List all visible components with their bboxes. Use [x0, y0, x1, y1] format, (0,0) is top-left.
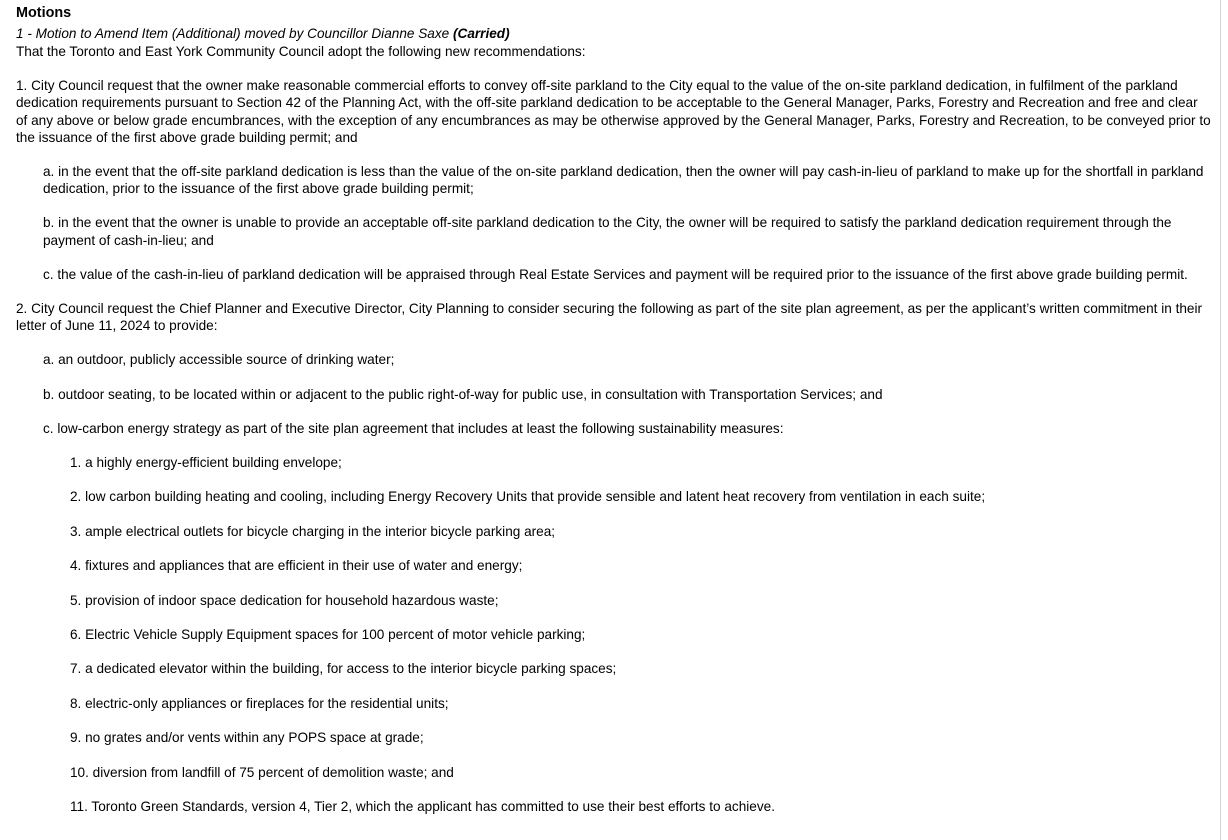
motion-intro: That the Toronto and East York Community Council adopt the following new recommendations: — [16, 44, 586, 59]
motions-document — [16, 4, 1211, 832]
section-title: Motions — [16, 5, 72, 21]
motion-title: 1 - Motion to Amend Item (Additional) moved by Councillor Dianne Saxe — [16, 26, 450, 41]
sustainability-measure-11: 11. Toronto Green Standards, version 4, Tier 2, which the applicant has committed to use their best efforts to achieve. — [70, 798, 775, 814]
sustainability-measure-2: 2. low carbon building heating and cooling, including Energy Recovery Units that provide sensible and latent heat recovery from ventilation in each suite; — [70, 489, 986, 505]
recommendation-2-item-a: a. an outdoor, publicly accessible source of drinking water; — [43, 352, 395, 368]
motion-status: (Carried) — [452, 26, 510, 41]
recommendation-2-item-c: c. low-carbon energy strategy as part of the site plan agreement that includes at least the following sustainability measures: — [43, 420, 784, 436]
recommendation-2-item-b: b. outdoor seating, to be located within or adjacent to the public right-of-way for public use, in consultation with Transportation Services; and — [43, 386, 883, 402]
sustainability-measure-6: 6. Electric Vehicle Supply Equipment spaces for 100 percent of motor vehicle parking; — [70, 627, 586, 642]
recommendation-1: 1. City Council request that the owner make reasonable commercial efforts to convey off-site parkland to the City equal to the value of the on-site parkland dedication, in fulfilment of the parkland dedication requirements pursuant to Section 42 of the Planning Act, with the off-site parkland dedication to be acceptable to the General Manager, Parks, Forestry and Recreation and free and clear of any above or below grade encumbrances, with the exception of any encumbrances as may be otherwise approved by the General Manager, Parks, Forestry and Recreation, to be conveyed prior to the issuance of the first above grade building permit; and — [16, 78, 1211, 145]
sustainability-measure-4: 4. fixtures and appliances that are efficient in their use of water and energy; — [70, 558, 523, 574]
sustainability-measure-7: 7. a dedicated elevator within the building, for access to the interior bicycle parking spaces; — [70, 661, 617, 677]
sustainability-measure-3: 3. ample electrical outlets for bicycle charging in the interior bicycle parking area; — [70, 523, 556, 539]
recommendation-1-item-b: b. in the event that the owner is unable to provide an acceptable off-site parkland dedication to the City, the owner will be required to satisfy the parkland dedication requirement through the payment of cash-in-lieu; and — [43, 215, 1172, 248]
recommendation-2: 2. City Council request the Chief Planner and Executive Director, City Planning to consider securing the following as part of the site plan agreement, as per the applicant’s written commitment in their letter of June 11, 2024 to provide: — [16, 301, 1203, 334]
sustainability-measure-1: 1. a highly energy-efficient building envelope; — [70, 455, 342, 471]
sustainability-measure-10: 10. diversion from landfill of 75 percent of demolition waste; and — [70, 764, 454, 780]
recommendation-1-item-c: c. the value of the cash-in-lieu of parkland dedication will be appraised through Real Estate Services and payment will be required prior to the issuance of the first above grade building permit. — [43, 266, 1188, 282]
motion-header — [16, 25, 1211, 42]
recommendation-1-item-a: a. in the event that the off-site parkland dedication is less than the value of the on-site parkland dedication, then the owner will pay cash-in-lieu of parkland to make up for the shortfall in parkland dedication, prior to the issuance of the first above grade building permit; — [43, 164, 1204, 197]
sustainability-measure-5: 5. provision of indoor space dedication for household hazardous waste; — [70, 592, 499, 608]
sustainability-measure-8: 8. electric-only appliances or fireplaces for the residential units; — [70, 695, 449, 711]
sustainability-measure-9: 9. no grates and/or vents within any POPS space at grade; — [70, 730, 424, 746]
